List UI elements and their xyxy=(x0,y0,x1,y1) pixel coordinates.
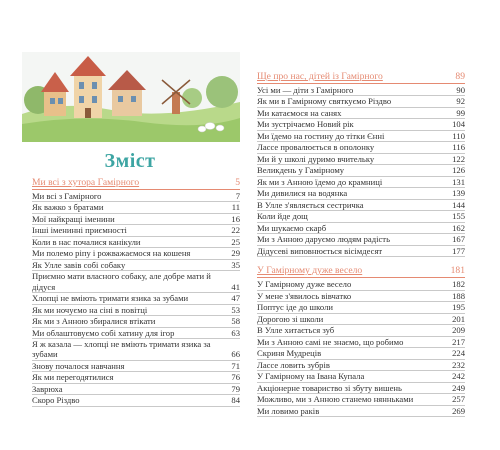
toc-entry-page: 209 xyxy=(452,325,465,336)
toc-entry-page: 201 xyxy=(452,313,465,324)
toc-entry[interactable] xyxy=(257,131,465,142)
toc-entry-page: 126 xyxy=(452,165,465,176)
toc-entry-page: 22 xyxy=(231,225,240,236)
toc-entry[interactable] xyxy=(257,177,465,188)
toc-entry-page: 90 xyxy=(456,85,465,95)
section-gap xyxy=(257,257,465,265)
toc-entry-page: 76 xyxy=(231,372,240,383)
toc-entry-page: 25 xyxy=(231,236,240,247)
section-title: У Гамірному дуже весело xyxy=(257,265,363,277)
toc-section[interactable] xyxy=(257,71,465,83)
toc-entry-title: Ми облаштовуємо собі хатину для ігор xyxy=(32,327,175,338)
toc-entry[interactable] xyxy=(32,395,240,406)
section-title: Ще про нас, дітей із Гамірного xyxy=(257,71,383,82)
toc-entry[interactable] xyxy=(257,165,465,176)
toc-entry[interactable] xyxy=(32,328,240,339)
toc-entry-title: Ми з Анною самі не знаємо, що робимо xyxy=(257,336,404,347)
toc-entry-page: 195 xyxy=(452,302,465,313)
toc-entry-title: Коли йде дощ xyxy=(257,211,308,222)
toc-entry-title: Інші іменинні приємності xyxy=(32,225,127,236)
toc-entry[interactable] xyxy=(32,260,240,271)
toc-entry-list xyxy=(32,191,240,407)
toc-entry-page: 99 xyxy=(456,107,465,118)
toc-entry-title: Ми катаємося на санях xyxy=(257,107,342,118)
toc-entry-page: 116 xyxy=(452,142,465,153)
toc-entry-title: Лассе провалюється в ополонку xyxy=(257,142,375,153)
toc-entry[interactable] xyxy=(257,108,465,119)
toc-entry-title: Мої найкращі іменини xyxy=(32,213,115,224)
toc-entry-title: Як ми перегодятилися xyxy=(32,372,114,383)
toc-entry-title: Ми ловимо раків xyxy=(257,405,320,416)
toc-entry-page: 167 xyxy=(452,234,465,245)
toc-entry-page: 249 xyxy=(452,382,465,393)
toc-entry-page: 84 xyxy=(231,395,240,406)
toc-section[interactable] xyxy=(257,265,465,277)
toc-entry[interactable] xyxy=(257,406,465,417)
toc-entry-title: Великдень у Гамірному xyxy=(257,165,345,176)
section-rule xyxy=(257,83,465,84)
toc-entry-page: 144 xyxy=(452,199,465,210)
toc-entry-page: 29 xyxy=(231,248,240,259)
toc-entry-title: Приємно мати власного собаку, але добре мати й дідуся xyxy=(32,271,211,292)
toc-entry[interactable] xyxy=(257,211,465,222)
toc-entry-page: 139 xyxy=(452,188,465,199)
toc-entry-title: Скриня Мудреців xyxy=(257,348,322,359)
toc-entry-page: 66 xyxy=(231,349,240,360)
toc-entry-page: 79 xyxy=(231,383,240,394)
toc-entry[interactable] xyxy=(257,337,465,348)
toc-entry-page: 16 xyxy=(231,213,240,224)
toc-entry-title: Поптус іде до школи xyxy=(257,302,333,313)
toc-entry-title: Ми з Анною даруємо людям радість xyxy=(257,234,390,245)
village-illustration xyxy=(22,52,240,142)
toc-entry-title: Знову почалося навчання xyxy=(32,360,125,371)
toc-entry-title: Ми полемо ріпу і рожважаємося на кошеня xyxy=(32,248,191,259)
toc-entry-title: Дідусеві виповнюється вісімдесят xyxy=(257,245,383,256)
toc-entry[interactable] xyxy=(32,248,240,259)
toc-entry-title: Заврюха xyxy=(32,383,63,394)
toc-entry-list xyxy=(257,85,465,257)
toc-entry-page: 53 xyxy=(231,304,240,315)
toc-entry-page: 131 xyxy=(452,176,465,187)
toc-entry-title: Як ми з Анною їдемо до крамниці xyxy=(257,176,383,187)
toc-entry[interactable] xyxy=(257,325,465,336)
toc-entry-page: 177 xyxy=(452,245,465,256)
toc-entry[interactable] xyxy=(32,305,240,316)
toc-entry-page: 47 xyxy=(231,293,240,304)
toc-entry[interactable] xyxy=(257,314,465,325)
toc-entry-page: 58 xyxy=(231,316,240,327)
toc-entry-title: У Гамірному на Івана Купала xyxy=(257,371,365,382)
toc-entry-page: 110 xyxy=(452,130,465,141)
toc-entry[interactable] xyxy=(257,371,465,382)
toc-entry-title: Ми й у школі дуримо вчительку xyxy=(257,153,375,164)
toc-entry[interactable] xyxy=(257,302,465,313)
toc-entry-title: Можливо, ми з Анною станемо нянньками xyxy=(257,394,414,405)
toc-entry[interactable] xyxy=(257,234,465,245)
toc-entry[interactable] xyxy=(257,348,465,359)
toc-entry[interactable] xyxy=(32,225,240,236)
toc-entry-title: Ми шукаємо скарб xyxy=(257,222,327,233)
toc-entry[interactable] xyxy=(32,237,240,248)
toc-entry[interactable] xyxy=(257,383,465,394)
toc-entry-page: 269 xyxy=(452,405,465,416)
toc-entry[interactable] xyxy=(32,372,240,383)
toc-entry[interactable] xyxy=(32,316,240,327)
toc-entry[interactable] xyxy=(257,223,465,234)
toc-entry-title: Як ми з Анною збиралися втікати xyxy=(32,316,156,327)
toc-entry[interactable] xyxy=(257,142,465,153)
toc-entry-title: Як ми ночуємо на сіні в повітці xyxy=(32,304,148,315)
toc-entry-page: 232 xyxy=(452,359,465,370)
toc-entry[interactable] xyxy=(32,384,240,395)
toc-entry-title: Як важко з братами xyxy=(32,202,104,213)
toc-entry[interactable] xyxy=(32,339,240,361)
section-page: 89 xyxy=(455,71,465,82)
toc-entry[interactable] xyxy=(257,291,465,302)
toc-entry-title: Ми всі з Гамірного xyxy=(32,191,102,201)
toc-entry-title: У мене з'явилось вівчатко xyxy=(257,290,352,301)
toc-entry[interactable] xyxy=(32,202,240,213)
toc-entry-page: 11 xyxy=(231,202,240,213)
toc-entry-title: Як Улле завів собі собаку xyxy=(32,259,126,270)
section-page: 5 xyxy=(235,177,240,188)
toc-left-column xyxy=(32,177,240,407)
toc-entry-page: 155 xyxy=(452,211,465,222)
toc-entry-title: Усі ми — діти з Гамірного xyxy=(257,85,354,95)
toc-entry[interactable] xyxy=(32,191,240,202)
toc-entry-page: 162 xyxy=(452,222,465,233)
toc-entry[interactable] xyxy=(32,361,240,372)
toc-entry-title: Ми дивилися на водянка xyxy=(257,188,348,199)
toc-entry[interactable] xyxy=(257,200,465,211)
toc-entry-title: Лассе ловить зубрів xyxy=(257,359,330,370)
toc-entry[interactable] xyxy=(32,271,240,293)
toc-entry-title: Хлопці не вміють тримати язика за зубами xyxy=(32,293,189,304)
toc-entry[interactable] xyxy=(32,214,240,225)
toc-entry-title: Як ми в Гамірному святкуємо Різдво xyxy=(257,96,392,107)
toc-entry[interactable] xyxy=(257,394,465,405)
section-page: 181 xyxy=(450,265,465,277)
toc-entry-title: Акціонерне товариство зі збуту вишень xyxy=(257,382,402,393)
toc-entry-page: 71 xyxy=(231,360,240,371)
toc-entry-title: Ми зустрічаємо Новий рік xyxy=(257,119,354,130)
section-rule xyxy=(32,189,240,190)
toc-entry-page: 224 xyxy=(452,348,465,359)
toc-section[interactable] xyxy=(32,177,240,189)
toc-title: Зміст xyxy=(104,150,156,172)
toc-entry[interactable] xyxy=(257,154,465,165)
toc-entry-title: Я ж казала — хлопці не вміють тримати язика за зубами xyxy=(32,339,211,360)
toc-entry-page: 63 xyxy=(231,327,240,338)
toc-entry-title: У Гамірному дуже весело xyxy=(257,279,352,290)
toc-entry-page: 41 xyxy=(231,281,240,292)
toc-entry-page: 188 xyxy=(452,290,465,301)
toc-entry-page: 182 xyxy=(452,279,465,290)
toc-entry[interactable] xyxy=(257,85,465,96)
toc-entry-title: Скоро Різдво xyxy=(32,395,80,406)
toc-entry[interactable] xyxy=(257,119,465,130)
toc-entry-title: В Улле з'являється сестричка xyxy=(257,199,364,210)
toc-entry-page: 92 xyxy=(456,96,465,107)
toc-entry[interactable] xyxy=(257,96,465,107)
toc-entry-page: 104 xyxy=(452,119,465,130)
toc-entry[interactable] xyxy=(257,279,465,290)
toc-entry-title: Коли в нас почалися канікули xyxy=(32,236,141,247)
toc-entry-page: 35 xyxy=(231,259,240,270)
toc-entry[interactable] xyxy=(257,188,465,199)
toc-entry-title: Дорогою зі школи xyxy=(257,313,324,324)
section-rule xyxy=(257,277,465,278)
toc-entry-page: 122 xyxy=(452,153,465,164)
toc-entry-page: 217 xyxy=(452,336,465,347)
toc-entry-page: 7 xyxy=(235,191,240,201)
section-title: Ми всі з хутора Гамірного xyxy=(32,177,140,188)
toc-right-column xyxy=(257,71,465,417)
toc-entry-title: В Улле хитається зуб xyxy=(257,325,335,336)
toc-entry-list xyxy=(257,279,465,417)
toc-entry-title: Ми їдемо на гостину до тітки Єнні xyxy=(257,130,385,141)
toc-entry-page: 257 xyxy=(452,394,465,405)
toc-entry-page: 242 xyxy=(452,371,465,382)
toc-entry[interactable] xyxy=(257,246,465,257)
toc-entry[interactable] xyxy=(257,360,465,371)
toc-entry[interactable] xyxy=(32,293,240,304)
